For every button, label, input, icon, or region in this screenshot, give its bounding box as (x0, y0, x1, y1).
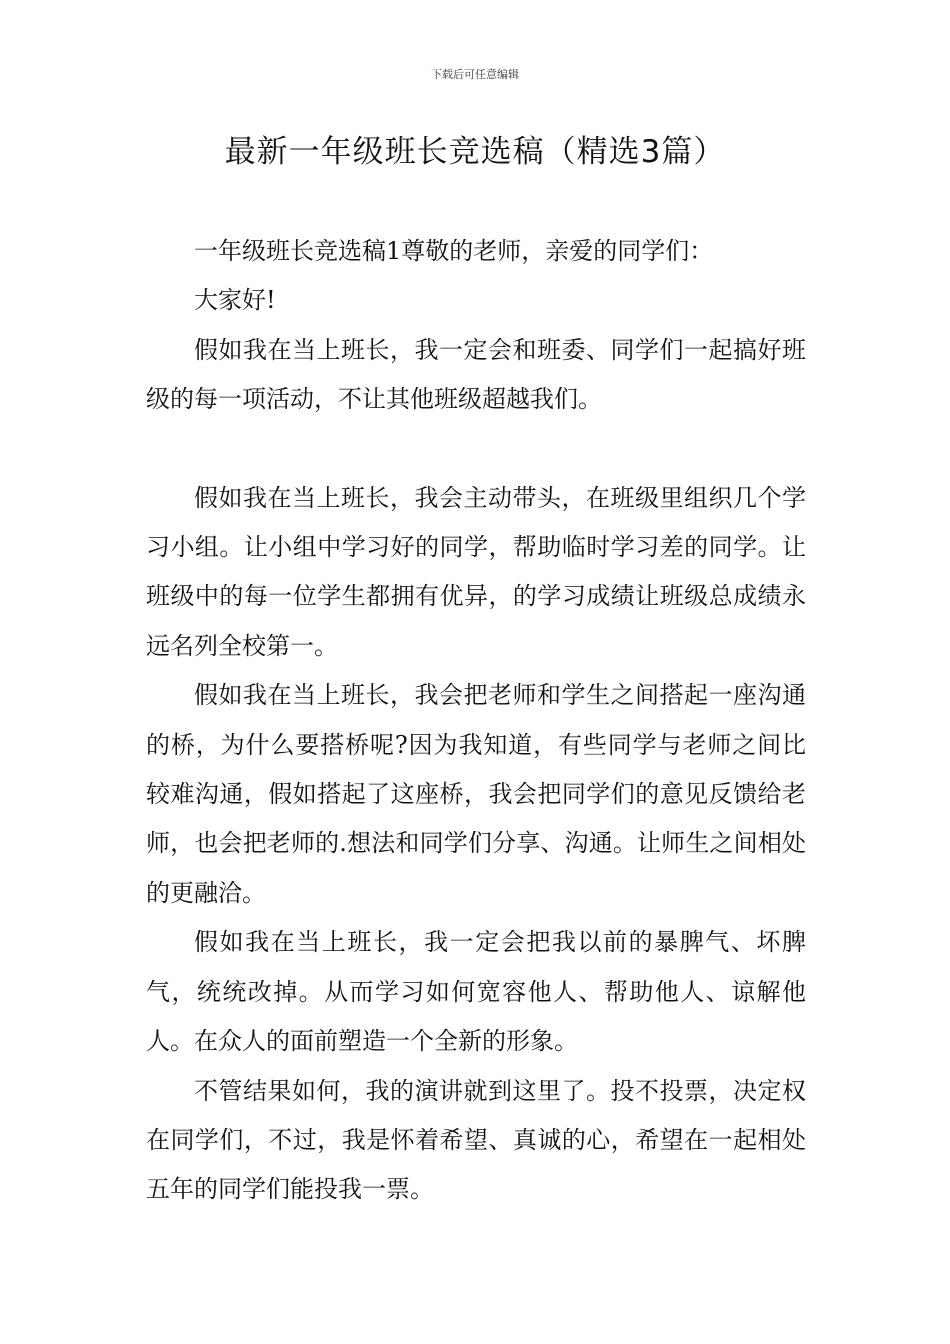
paragraph-hello: 大家好! (194, 286, 276, 315)
paragraph-1: 假如我在当上班长，我一定会和班委、同学们一起搞好班级的每一项活动，不让其他班级超越我们。 (146, 335, 806, 414)
paragraph-greeting: 一年级班长竞选稿1尊敬的老师，亲爱的同学们： (194, 237, 714, 265)
paragraph-3: 假如我在当上班长，我会把老师和学生之间搭起一座沟通的桥，为什么要搭桥呢?因为我知道，有些同学与老师之间比较难沟通，假如搭起了这座桥，我会把同学们的意见反馈给老师，也会把老师的.想法和同学们分享、沟通。让师生之间相处的更融洽。 (146, 681, 806, 907)
paragraph-5: 不管结果如何，我的演讲就到这里了。投不投票，决定权在同学们，不过，我是怀着希望、真诚的心，希望在一起相处五年的同学们能投我一票。 (146, 1076, 806, 1204)
paragraph-4: 假如我在当上班长，我一定会把我以前的暴脾气、坏脾气，统统改掉。从而学习如何宽容他人、帮助他人、谅解他人。在众人的面前塑造一个全新的形象。 (146, 928, 806, 1056)
document-body (146, 227, 806, 1215)
header-note: 下载后可任意编辑 (431, 68, 519, 81)
paragraph-2: 假如我在当上班长，我会主动带头，在班级里组织几个学习小组。让小组中学习好的同学，帮助临时学习差的同学。让班级中的每一位学生都拥有优异，的学习成绩让班级总成绩永远名列全校第一。 (146, 483, 806, 660)
document-title: 最新一年级班长竞选稿（精选3篇） (224, 134, 726, 170)
